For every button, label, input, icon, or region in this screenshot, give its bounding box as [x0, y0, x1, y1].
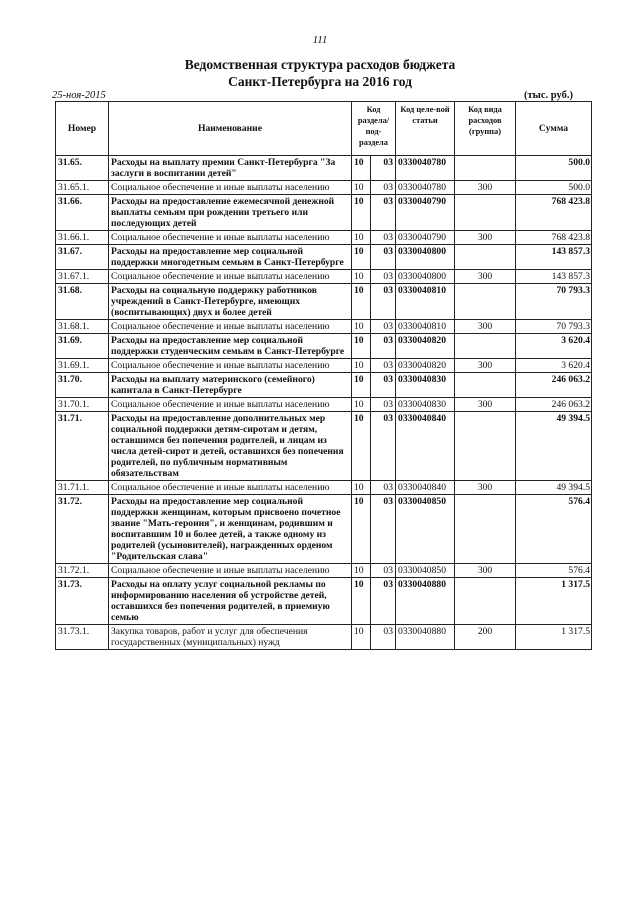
row-subsection: 03 — [371, 320, 396, 334]
row-target-code: 0330040790 — [396, 231, 455, 245]
row-expense-type — [455, 195, 516, 231]
row-expense-type: 300 — [455, 359, 516, 373]
row-number: 31.71.1. — [56, 481, 109, 495]
row-name: Социальное обеспечение и иные выплаты населению — [109, 481, 352, 495]
table-row — [56, 481, 592, 495]
row-name: Социальное обеспечение и иные выплаты населению — [109, 359, 352, 373]
page-number: 111 — [312, 34, 328, 46]
row-target-code: 0330040850 — [396, 495, 455, 564]
row-section: 10 — [352, 245, 371, 270]
row-number: 31.68.1. — [56, 320, 109, 334]
row-target-code: 0330040810 — [396, 284, 455, 320]
row-section: 10 — [352, 625, 371, 650]
row-target-code: 0330040820 — [396, 334, 455, 359]
row-section: 10 — [352, 195, 371, 231]
row-number: 31.68. — [56, 284, 109, 320]
row-number: 31.70.1. — [56, 398, 109, 412]
row-name: Расходы на предоставление мер социальной поддержки студенческим семьям в Санкт-Петербурге — [109, 334, 352, 359]
row-subsection: 03 — [371, 284, 396, 320]
row-target-code: 0330040820 — [396, 359, 455, 373]
table-row — [56, 359, 592, 373]
row-target-code: 0330040840 — [396, 412, 455, 481]
row-amount: 246 063.2 — [516, 373, 592, 398]
row-subsection: 03 — [371, 231, 396, 245]
row-section: 10 — [352, 578, 371, 625]
row-name: Социальное обеспечение и иные выплаты населению — [109, 181, 352, 195]
table-row — [56, 156, 592, 181]
header-amount: Сумма — [516, 102, 592, 156]
row-target-code: 0330040880 — [396, 625, 455, 650]
row-name: Расходы на выплату премии Санкт-Петербурга "За заслуги в воспитании детей" — [109, 156, 352, 181]
row-target-code: 0330040780 — [396, 156, 455, 181]
row-amount: 768 423.8 — [516, 195, 592, 231]
row-subsection: 03 — [371, 481, 396, 495]
row-number: 31.69. — [56, 334, 109, 359]
table-row — [56, 578, 592, 625]
header-section-code: Код раздела/ под-раздела — [352, 102, 396, 156]
row-expense-type — [455, 495, 516, 564]
table-row — [56, 320, 592, 334]
row-amount: 576.4 — [516, 495, 592, 564]
row-expense-type — [455, 284, 516, 320]
row-amount: 576.4 — [516, 564, 592, 578]
row-section: 10 — [352, 412, 371, 481]
table-row — [56, 398, 592, 412]
title-line-2: Санкт-Петербурга на 2016 год — [228, 74, 412, 89]
row-amount: 70 793.3 — [516, 284, 592, 320]
row-amount: 70 793.3 — [516, 320, 592, 334]
table-row — [56, 373, 592, 398]
header-number: Номер — [56, 102, 109, 156]
row-section: 10 — [352, 270, 371, 284]
row-subsection: 03 — [371, 398, 396, 412]
row-name: Расходы на предоставление мер социальной поддержки женщинам, которым присвоено почетное звание "Мать-героиня", и женщинам, родившим и воспитавшим 10 и более детей, а также одному из родителей (усыновителей), награжденных орденом "Родительская слава" — [109, 495, 352, 564]
row-amount: 246 063.2 — [516, 398, 592, 412]
budget-table — [55, 101, 592, 650]
row-section: 10 — [352, 398, 371, 412]
table-row — [56, 625, 592, 650]
row-subsection: 03 — [371, 156, 396, 181]
row-section: 10 — [352, 181, 371, 195]
row-section: 10 — [352, 334, 371, 359]
row-amount: 143 857.3 — [516, 245, 592, 270]
document-title — [0, 56, 640, 90]
table-row — [56, 270, 592, 284]
row-section: 10 — [352, 564, 371, 578]
row-name: Социальное обеспечение и иные выплаты населению — [109, 231, 352, 245]
row-subsection: 03 — [371, 181, 396, 195]
table-row — [56, 495, 592, 564]
table-row — [56, 181, 592, 195]
row-number: 31.72. — [56, 495, 109, 564]
header-expense-type: Код вида расходов (группа) — [455, 102, 516, 156]
row-subsection: 03 — [371, 359, 396, 373]
row-section: 10 — [352, 156, 371, 181]
row-section: 10 — [352, 373, 371, 398]
row-number: 31.65.1. — [56, 181, 109, 195]
row-subsection: 03 — [371, 625, 396, 650]
row-amount: 768 423.8 — [516, 231, 592, 245]
row-section: 10 — [352, 284, 371, 320]
row-number: 31.73. — [56, 578, 109, 625]
row-target-code: 0330040790 — [396, 195, 455, 231]
row-number: 31.70. — [56, 373, 109, 398]
row-amount: 500.0 — [516, 156, 592, 181]
row-expense-type — [455, 412, 516, 481]
document-date: 25-ноя-2015 — [52, 90, 106, 101]
row-section: 10 — [352, 481, 371, 495]
row-name: Социальное обеспечение и иные выплаты населению — [109, 320, 352, 334]
row-name: Социальное обеспечение и иные выплаты населению — [109, 564, 352, 578]
row-target-code: 0330040800 — [396, 245, 455, 270]
row-subsection: 03 — [371, 334, 396, 359]
row-number: 31.67.1. — [56, 270, 109, 284]
row-section: 10 — [352, 495, 371, 564]
row-number: 31.66. — [56, 195, 109, 231]
row-target-code: 0330040880 — [396, 578, 455, 625]
row-subsection: 03 — [371, 412, 396, 481]
row-target-code: 0330040810 — [396, 320, 455, 334]
row-section: 10 — [352, 359, 371, 373]
table-row — [56, 195, 592, 231]
row-subsection: 03 — [371, 195, 396, 231]
row-number: 31.71. — [56, 412, 109, 481]
row-amount: 143 857.3 — [516, 270, 592, 284]
row-name: Расходы на предоставление дополнительных мер социальной поддержки детям-сиротам и детям, оставшимся без попечения родителей, и лицам из числа детей-сирот и детей, оставшихся без попечения родителей, по публичным нормативным обязательствам — [109, 412, 352, 481]
row-expense-type: 300 — [455, 270, 516, 284]
row-target-code: 0330040830 — [396, 373, 455, 398]
row-subsection: 03 — [371, 245, 396, 270]
table-row — [56, 412, 592, 481]
row-number: 31.67. — [56, 245, 109, 270]
row-expense-type: 300 — [455, 481, 516, 495]
row-target-code: 0330040780 — [396, 181, 455, 195]
row-expense-type — [455, 334, 516, 359]
row-number: 31.69.1. — [56, 359, 109, 373]
row-section: 10 — [352, 320, 371, 334]
row-expense-type: 300 — [455, 181, 516, 195]
row-name: Расходы на оплату услуг социальной рекламы по информированию населения об устройстве детей, оставшихся без попечения родителей, в приемную семью — [109, 578, 352, 625]
row-amount: 1 317.5 — [516, 578, 592, 625]
row-target-code: 0330040800 — [396, 270, 455, 284]
row-amount: 49 394.5 — [516, 481, 592, 495]
row-expense-type: 300 — [455, 231, 516, 245]
row-number: 31.73.1. — [56, 625, 109, 650]
row-expense-type: 300 — [455, 564, 516, 578]
row-target-code: 0330040830 — [396, 398, 455, 412]
row-number: 31.66.1. — [56, 231, 109, 245]
row-section: 10 — [352, 231, 371, 245]
row-target-code: 0330040840 — [396, 481, 455, 495]
row-subsection: 03 — [371, 564, 396, 578]
row-subsection: 03 — [371, 373, 396, 398]
row-expense-type — [455, 156, 516, 181]
table-row — [56, 334, 592, 359]
row-subsection: 03 — [371, 578, 396, 625]
table-row — [56, 284, 592, 320]
row-amount: 1 317.5 — [516, 625, 592, 650]
row-name: Закупка товаров, работ и услуг для обеспечения государственных (муниципальных) нужд — [109, 625, 352, 650]
row-name: Расходы на предоставление ежемесячной денежной выплаты семьям при рождении третьего или последующих детей — [109, 195, 352, 231]
row-expense-type — [455, 578, 516, 625]
row-name: Расходы на выплату материнского (семейного) капитала в Санкт-Петербурге — [109, 373, 352, 398]
row-name: Социальное обеспечение и иные выплаты населению — [109, 270, 352, 284]
row-amount: 49 394.5 — [516, 412, 592, 481]
table-row — [56, 564, 592, 578]
row-amount: 3 620.4 — [516, 359, 592, 373]
row-expense-type: 200 — [455, 625, 516, 650]
row-target-code: 0330040850 — [396, 564, 455, 578]
row-expense-type: 300 — [455, 320, 516, 334]
header-target-code: Код целе-вой статьи — [396, 102, 455, 156]
row-number: 31.65. — [56, 156, 109, 181]
row-name: Расходы на предоставление мер социальной поддержки многодетным семьям в Санкт-Петербурге — [109, 245, 352, 270]
table-row — [56, 231, 592, 245]
row-subsection: 03 — [371, 495, 396, 564]
row-expense-type: 300 — [455, 398, 516, 412]
table-header-row — [56, 102, 592, 156]
row-name: Расходы на социальную поддержку работников учреждений в Санкт-Петербурге, имеющих (воспитывающих) двух и более детей — [109, 284, 352, 320]
units-label: (тыс. руб.) — [524, 90, 573, 101]
row-amount: 500.0 — [516, 181, 592, 195]
table-row — [56, 245, 592, 270]
row-name: Социальное обеспечение и иные выплаты населению — [109, 398, 352, 412]
header-name: Наименование — [109, 102, 352, 156]
row-subsection: 03 — [371, 270, 396, 284]
row-number: 31.72.1. — [56, 564, 109, 578]
title-line-1: Ведомственная структура расходов бюджета — [184, 57, 456, 72]
row-expense-type — [455, 373, 516, 398]
row-amount: 3 620.4 — [516, 334, 592, 359]
row-expense-type — [455, 245, 516, 270]
